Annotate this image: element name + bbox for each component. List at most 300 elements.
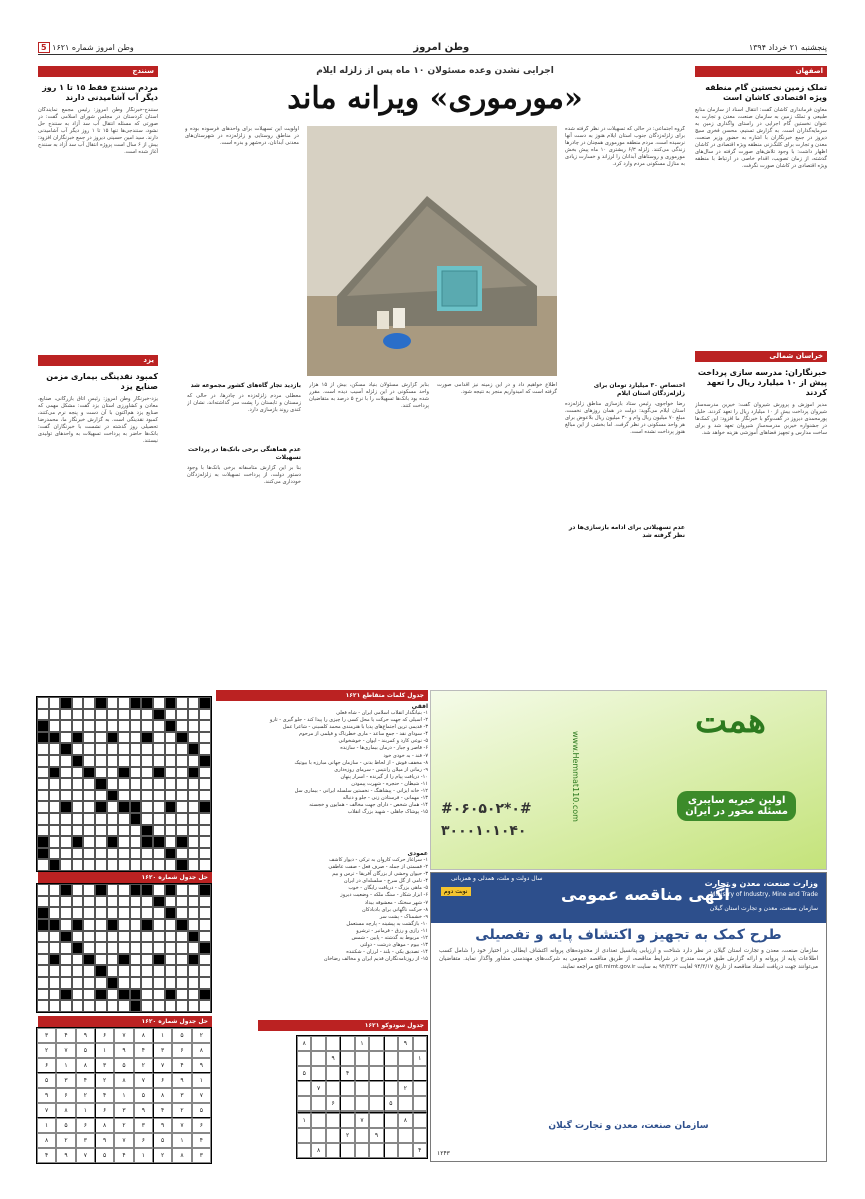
sudoku-cell[interactable] xyxy=(311,1096,325,1111)
crossword-cell[interactable] xyxy=(118,825,130,837)
crossword-cell[interactable] xyxy=(72,790,84,802)
crossword-cell[interactable] xyxy=(199,919,211,931)
sudoku-cell[interactable] xyxy=(413,1128,427,1143)
crossword-cell[interactable] xyxy=(199,790,211,802)
crossword-cell[interactable] xyxy=(153,965,165,977)
crossword-cell[interactable] xyxy=(49,836,61,848)
crossword-cell[interactable] xyxy=(107,848,119,860)
sudoku-cell[interactable] xyxy=(297,1128,311,1143)
crossword-cell[interactable] xyxy=(83,919,95,931)
crossword-cell[interactable] xyxy=(60,859,72,871)
sudoku-cell[interactable] xyxy=(355,1128,369,1143)
crossword-cell[interactable] xyxy=(107,697,119,709)
sudoku-cell[interactable] xyxy=(413,1081,427,1096)
sudoku-cell[interactable] xyxy=(311,1051,325,1066)
sudoku-cell[interactable] xyxy=(340,1051,354,1066)
sudoku-cell[interactable] xyxy=(369,1096,383,1111)
crossword-cell[interactable] xyxy=(60,848,72,860)
crossword-cell[interactable] xyxy=(95,896,107,908)
crossword-cell[interactable] xyxy=(165,743,177,755)
crossword-cell[interactable] xyxy=(83,977,95,989)
crossword-cell[interactable] xyxy=(188,732,200,744)
sudoku-cell[interactable] xyxy=(413,1036,427,1051)
crossword-cell[interactable] xyxy=(95,977,107,989)
crossword-cell[interactable] xyxy=(83,931,95,943)
sudoku-cell[interactable] xyxy=(369,1081,383,1096)
crossword-cell[interactable] xyxy=(72,743,84,755)
crossword-cell[interactable] xyxy=(176,954,188,966)
crossword-cell[interactable] xyxy=(165,790,177,802)
crossword-cell[interactable] xyxy=(118,778,130,790)
crossword-cell[interactable] xyxy=(95,907,107,919)
crossword-cell[interactable] xyxy=(130,931,142,943)
crossword-cell[interactable] xyxy=(118,896,130,908)
crossword-cell[interactable] xyxy=(165,732,177,744)
crossword-cell[interactable] xyxy=(130,954,142,966)
crossword-cell[interactable] xyxy=(188,859,200,871)
crossword-cell[interactable] xyxy=(118,732,130,744)
sudoku-cell[interactable] xyxy=(384,1036,398,1051)
sudoku-cell[interactable] xyxy=(398,1051,412,1066)
sudoku-cell[interactable] xyxy=(384,1128,398,1143)
crossword-cell[interactable] xyxy=(83,778,95,790)
crossword-cell[interactable] xyxy=(118,755,130,767)
crossword-cell[interactable] xyxy=(49,709,61,721)
crossword-cell[interactable] xyxy=(37,942,49,954)
crossword-cell[interactable] xyxy=(130,965,142,977)
crossword-cell[interactable] xyxy=(83,720,95,732)
crossword-cell[interactable] xyxy=(37,767,49,779)
crossword-cell[interactable] xyxy=(37,709,49,721)
crossword-cell[interactable] xyxy=(60,836,72,848)
crossword-cell[interactable] xyxy=(60,825,72,837)
crossword-cell[interactable] xyxy=(107,931,119,943)
crossword-grid[interactable] xyxy=(36,696,212,872)
crossword-cell[interactable] xyxy=(95,720,107,732)
crossword-cell[interactable] xyxy=(118,697,130,709)
crossword-cell[interactable] xyxy=(118,743,130,755)
crossword-cell[interactable] xyxy=(118,919,130,931)
crossword-cell[interactable] xyxy=(72,859,84,871)
sudoku-cell[interactable] xyxy=(326,1128,340,1143)
crossword-cell[interactable] xyxy=(176,790,188,802)
crossword-cell[interactable] xyxy=(188,848,200,860)
crossword-cell[interactable] xyxy=(153,919,165,931)
crossword-cell[interactable] xyxy=(60,755,72,767)
crossword-cell[interactable] xyxy=(60,907,72,919)
crossword-cell[interactable] xyxy=(83,836,95,848)
crossword-cell[interactable] xyxy=(49,790,61,802)
crossword-cell[interactable] xyxy=(95,919,107,931)
crossword-cell[interactable] xyxy=(118,848,130,860)
crossword-cell[interactable] xyxy=(188,813,200,825)
crossword-cell[interactable] xyxy=(95,931,107,943)
crossword-cell[interactable] xyxy=(37,790,49,802)
crossword-cell[interactable] xyxy=(130,743,142,755)
sudoku-cell[interactable] xyxy=(369,1143,383,1158)
sudoku-cell[interactable] xyxy=(384,1066,398,1081)
crossword-cell[interactable] xyxy=(49,884,61,896)
crossword-cell[interactable] xyxy=(37,801,49,813)
sudoku-cell[interactable] xyxy=(398,1143,412,1158)
crossword-cell[interactable] xyxy=(95,825,107,837)
crossword-cell[interactable] xyxy=(95,732,107,744)
crossword-cell[interactable] xyxy=(188,977,200,989)
crossword-cell[interactable] xyxy=(130,848,142,860)
crossword-cell[interactable] xyxy=(49,697,61,709)
crossword-cell[interactable] xyxy=(72,813,84,825)
crossword-cell[interactable] xyxy=(83,825,95,837)
crossword-cell[interactable] xyxy=(199,1000,211,1012)
crossword-cell[interactable] xyxy=(118,836,130,848)
crossword-cell[interactable] xyxy=(107,813,119,825)
sudoku-cell[interactable] xyxy=(369,1036,383,1051)
crossword-cell[interactable] xyxy=(83,732,95,744)
sudoku-cell[interactable] xyxy=(369,1051,383,1066)
sudoku-cell[interactable] xyxy=(355,1143,369,1158)
crossword-cell[interactable] xyxy=(72,848,84,860)
crossword-cell[interactable] xyxy=(60,790,72,802)
crossword-cell[interactable] xyxy=(199,954,211,966)
sudoku-cell[interactable] xyxy=(340,1143,354,1158)
crossword-cell[interactable] xyxy=(188,790,200,802)
crossword-cell[interactable] xyxy=(49,942,61,954)
crossword-cell[interactable] xyxy=(165,977,177,989)
crossword-cell[interactable] xyxy=(188,942,200,954)
sudoku-cell[interactable] xyxy=(297,1081,311,1096)
crossword-cell[interactable] xyxy=(165,813,177,825)
crossword-cell[interactable] xyxy=(83,1000,95,1012)
crossword-cell[interactable] xyxy=(107,965,119,977)
crossword-cell[interactable] xyxy=(60,720,72,732)
crossword-cell[interactable] xyxy=(83,989,95,1001)
crossword-cell[interactable] xyxy=(176,942,188,954)
sudoku-cell[interactable] xyxy=(413,1096,427,1111)
crossword-cell[interactable] xyxy=(176,767,188,779)
crossword-cell[interactable] xyxy=(176,896,188,908)
crossword-cell[interactable] xyxy=(83,884,95,896)
crossword-cell[interactable] xyxy=(176,977,188,989)
crossword-cell[interactable] xyxy=(153,931,165,943)
crossword-cell[interactable] xyxy=(95,942,107,954)
crossword-cell[interactable] xyxy=(165,778,177,790)
crossword-cell[interactable] xyxy=(107,989,119,1001)
crossword-cell[interactable] xyxy=(141,743,153,755)
crossword-cell[interactable] xyxy=(49,931,61,943)
crossword-cell[interactable] xyxy=(37,743,49,755)
crossword-cell[interactable] xyxy=(176,989,188,1001)
crossword-cell[interactable] xyxy=(95,954,107,966)
crossword-cell[interactable] xyxy=(199,931,211,943)
crossword-cell[interactable] xyxy=(188,836,200,848)
crossword-cell[interactable] xyxy=(130,977,142,989)
crossword-cell[interactable] xyxy=(130,836,142,848)
crossword-cell[interactable] xyxy=(83,848,95,860)
crossword-cell[interactable] xyxy=(199,732,211,744)
crossword-cell[interactable] xyxy=(188,778,200,790)
crossword-cell[interactable] xyxy=(199,836,211,848)
crossword-cell[interactable] xyxy=(49,778,61,790)
crossword-cell[interactable] xyxy=(141,767,153,779)
crossword-cell[interactable] xyxy=(60,919,72,931)
crossword-cell[interactable] xyxy=(199,767,211,779)
crossword-cell[interactable] xyxy=(49,989,61,1001)
crossword-cell[interactable] xyxy=(118,1000,130,1012)
crossword-cell[interactable] xyxy=(118,942,130,954)
sudoku-cell[interactable] xyxy=(297,1051,311,1066)
crossword-cell[interactable] xyxy=(72,896,84,908)
sudoku-cell[interactable] xyxy=(398,1096,412,1111)
crossword-cell[interactable] xyxy=(60,709,72,721)
crossword-cell[interactable] xyxy=(176,778,188,790)
sudoku-cell[interactable] xyxy=(355,1081,369,1096)
crossword-cell[interactable] xyxy=(153,813,165,825)
crossword-cell[interactable] xyxy=(49,896,61,908)
crossword-cell[interactable] xyxy=(83,755,95,767)
crossword-cell[interactable] xyxy=(176,743,188,755)
crossword-cell[interactable] xyxy=(176,813,188,825)
crossword-cell[interactable] xyxy=(176,720,188,732)
crossword-cell[interactable] xyxy=(153,697,165,709)
crossword-cell[interactable] xyxy=(199,896,211,908)
crossword-cell[interactable] xyxy=(72,709,84,721)
crossword-cell[interactable] xyxy=(83,965,95,977)
crossword-cell[interactable] xyxy=(176,965,188,977)
crossword-cell[interactable] xyxy=(130,919,142,931)
crossword-cell[interactable] xyxy=(60,732,72,744)
crossword-cell[interactable] xyxy=(199,813,211,825)
crossword-cell[interactable] xyxy=(130,767,142,779)
crossword-cell[interactable] xyxy=(188,884,200,896)
crossword-cell[interactable] xyxy=(49,907,61,919)
crossword-cell[interactable] xyxy=(107,954,119,966)
crossword-cell[interactable] xyxy=(141,989,153,1001)
sudoku-cell[interactable] xyxy=(311,1066,325,1081)
crossword-cell[interactable] xyxy=(199,743,211,755)
crossword-cell[interactable] xyxy=(37,989,49,1001)
crossword-cell[interactable] xyxy=(130,907,142,919)
crossword-cell[interactable] xyxy=(37,884,49,896)
crossword-cell[interactable] xyxy=(107,709,119,721)
crossword-cell[interactable] xyxy=(176,907,188,919)
crossword-cell[interactable] xyxy=(118,977,130,989)
crossword-cell[interactable] xyxy=(83,801,95,813)
crossword-cell[interactable] xyxy=(83,896,95,908)
crossword-cell[interactable] xyxy=(141,848,153,860)
ad-url[interactable]: www.Hemmat110.com xyxy=(571,731,580,822)
crossword-cell[interactable] xyxy=(49,848,61,860)
crossword-cell[interactable] xyxy=(199,709,211,721)
crossword-cell[interactable] xyxy=(49,720,61,732)
crossword-cell[interactable] xyxy=(118,884,130,896)
crossword-cell[interactable] xyxy=(107,801,119,813)
crossword-cell[interactable] xyxy=(141,801,153,813)
crossword-cell[interactable] xyxy=(153,755,165,767)
crossword-cell[interactable] xyxy=(60,767,72,779)
crossword-cell[interactable] xyxy=(60,813,72,825)
crossword-cell[interactable] xyxy=(188,709,200,721)
crossword-cell[interactable] xyxy=(141,790,153,802)
sudoku-cell[interactable] xyxy=(326,1113,340,1128)
crossword-cell[interactable] xyxy=(49,825,61,837)
crossword-cell[interactable] xyxy=(130,896,142,908)
crossword-cell[interactable] xyxy=(107,767,119,779)
crossword-cell[interactable] xyxy=(60,1000,72,1012)
crossword-cell[interactable] xyxy=(188,965,200,977)
crossword-cell[interactable] xyxy=(165,896,177,908)
crossword-cell[interactable] xyxy=(188,720,200,732)
crossword-cell[interactable] xyxy=(118,931,130,943)
crossword-cell[interactable] xyxy=(107,1000,119,1012)
crossword-cell[interactable] xyxy=(153,743,165,755)
crossword-cell[interactable] xyxy=(95,743,107,755)
crossword-cell[interactable] xyxy=(60,977,72,989)
crossword-cell[interactable] xyxy=(60,954,72,966)
crossword-cell[interactable] xyxy=(72,767,84,779)
crossword-cell[interactable] xyxy=(83,790,95,802)
crossword-cell[interactable] xyxy=(176,755,188,767)
sudoku-cell[interactable] xyxy=(384,1143,398,1158)
sudoku-cell[interactable] xyxy=(326,1066,340,1081)
crossword-cell[interactable] xyxy=(188,907,200,919)
crossword-cell[interactable] xyxy=(60,896,72,908)
crossword-cell[interactable] xyxy=(141,778,153,790)
crossword-cell[interactable] xyxy=(130,778,142,790)
crossword-cell[interactable] xyxy=(153,942,165,954)
crossword-cell[interactable] xyxy=(72,989,84,1001)
crossword-cell[interactable] xyxy=(165,836,177,848)
crossword-cell[interactable] xyxy=(49,801,61,813)
crossword-cell[interactable] xyxy=(141,942,153,954)
crossword-cell[interactable] xyxy=(95,859,107,871)
crossword-cell[interactable] xyxy=(153,1000,165,1012)
crossword-cell[interactable] xyxy=(130,755,142,767)
crossword-cell[interactable] xyxy=(118,907,130,919)
crossword-cell[interactable] xyxy=(118,709,130,721)
crossword-cell[interactable] xyxy=(37,954,49,966)
sudoku-cell[interactable] xyxy=(297,1143,311,1158)
crossword-cell[interactable] xyxy=(107,778,119,790)
crossword-cell[interactable] xyxy=(37,697,49,709)
crossword-cell[interactable] xyxy=(60,965,72,977)
crossword-cell[interactable] xyxy=(141,813,153,825)
crossword-cell[interactable] xyxy=(37,778,49,790)
crossword-cell[interactable] xyxy=(153,720,165,732)
crossword-cell[interactable] xyxy=(153,884,165,896)
sudoku-cell[interactable] xyxy=(340,1096,354,1111)
crossword-cell[interactable] xyxy=(188,697,200,709)
crossword-cell[interactable] xyxy=(188,896,200,908)
crossword-cell[interactable] xyxy=(199,907,211,919)
sudoku-cell[interactable] xyxy=(340,1113,354,1128)
crossword-cell[interactable] xyxy=(37,965,49,977)
crossword-cell[interactable] xyxy=(37,825,49,837)
crossword-cell[interactable] xyxy=(153,977,165,989)
sudoku-grid[interactable] xyxy=(296,1035,428,1159)
sudoku-cell[interactable] xyxy=(369,1066,383,1081)
crossword-cell[interactable] xyxy=(37,931,49,943)
crossword-cell[interactable] xyxy=(95,836,107,848)
crossword-cell[interactable] xyxy=(141,720,153,732)
crossword-cell[interactable] xyxy=(107,942,119,954)
crossword-cell[interactable] xyxy=(188,1000,200,1012)
crossword-cell[interactable] xyxy=(130,709,142,721)
crossword-cell[interactable] xyxy=(107,896,119,908)
crossword-cell[interactable] xyxy=(49,813,61,825)
crossword-cell[interactable] xyxy=(165,954,177,966)
crossword-cell[interactable] xyxy=(107,743,119,755)
crossword-cell[interactable] xyxy=(72,954,84,966)
crossword-cell[interactable] xyxy=(199,859,211,871)
crossword-cell[interactable] xyxy=(153,801,165,813)
crossword-cell[interactable] xyxy=(141,709,153,721)
crossword-cell[interactable] xyxy=(95,709,107,721)
sudoku-cell[interactable] xyxy=(384,1051,398,1066)
crossword-cell[interactable] xyxy=(72,884,84,896)
sudoku-cell[interactable] xyxy=(355,1066,369,1081)
crossword-cell[interactable] xyxy=(107,755,119,767)
crossword-cell[interactable] xyxy=(83,907,95,919)
sudoku-cell[interactable] xyxy=(326,1081,340,1096)
crossword-cell[interactable] xyxy=(165,709,177,721)
crossword-cell[interactable] xyxy=(72,977,84,989)
crossword-cell[interactable] xyxy=(83,859,95,871)
crossword-cell[interactable] xyxy=(130,732,142,744)
crossword-cell[interactable] xyxy=(199,965,211,977)
crossword-cell[interactable] xyxy=(153,907,165,919)
crossword-cell[interactable] xyxy=(95,1000,107,1012)
crossword-cell[interactable] xyxy=(72,697,84,709)
crossword-cell[interactable] xyxy=(165,825,177,837)
crossword-cell[interactable] xyxy=(141,755,153,767)
crossword-cell[interactable] xyxy=(37,755,49,767)
crossword-cell[interactable] xyxy=(141,977,153,989)
sudoku-cell[interactable] xyxy=(340,1036,354,1051)
crossword-cell[interactable] xyxy=(153,859,165,871)
crossword-cell[interactable] xyxy=(130,790,142,802)
crossword-cell[interactable] xyxy=(118,965,130,977)
crossword-cell[interactable] xyxy=(37,1000,49,1012)
crossword-cell[interactable] xyxy=(199,778,211,790)
crossword-cell[interactable] xyxy=(107,907,119,919)
sudoku-cell[interactable] xyxy=(311,1128,325,1143)
sudoku-cell[interactable] xyxy=(369,1113,383,1128)
crossword-cell[interactable] xyxy=(165,919,177,931)
sudoku-cell[interactable] xyxy=(297,1096,311,1111)
crossword-cell[interactable] xyxy=(72,1000,84,1012)
crossword-cell[interactable] xyxy=(176,931,188,943)
crossword-cell[interactable] xyxy=(130,859,142,871)
crossword-cell[interactable] xyxy=(83,743,95,755)
crossword-cell[interactable] xyxy=(165,931,177,943)
crossword-cell[interactable] xyxy=(37,977,49,989)
crossword-cell[interactable] xyxy=(83,813,95,825)
crossword-cell[interactable] xyxy=(49,743,61,755)
crossword-cell[interactable] xyxy=(118,790,130,802)
crossword-cell[interactable] xyxy=(83,942,95,954)
sudoku-cell[interactable] xyxy=(398,1128,412,1143)
crossword-cell[interactable] xyxy=(107,825,119,837)
crossword-cell[interactable] xyxy=(165,859,177,871)
crossword-cell[interactable] xyxy=(199,848,211,860)
crossword-cell[interactable] xyxy=(141,896,153,908)
sudoku-cell[interactable] xyxy=(384,1081,398,1096)
crossword-cell[interactable] xyxy=(60,942,72,954)
crossword-cell[interactable] xyxy=(37,896,49,908)
crossword-cell[interactable] xyxy=(107,884,119,896)
crossword-cell[interactable] xyxy=(118,859,130,871)
crossword-cell[interactable] xyxy=(95,755,107,767)
